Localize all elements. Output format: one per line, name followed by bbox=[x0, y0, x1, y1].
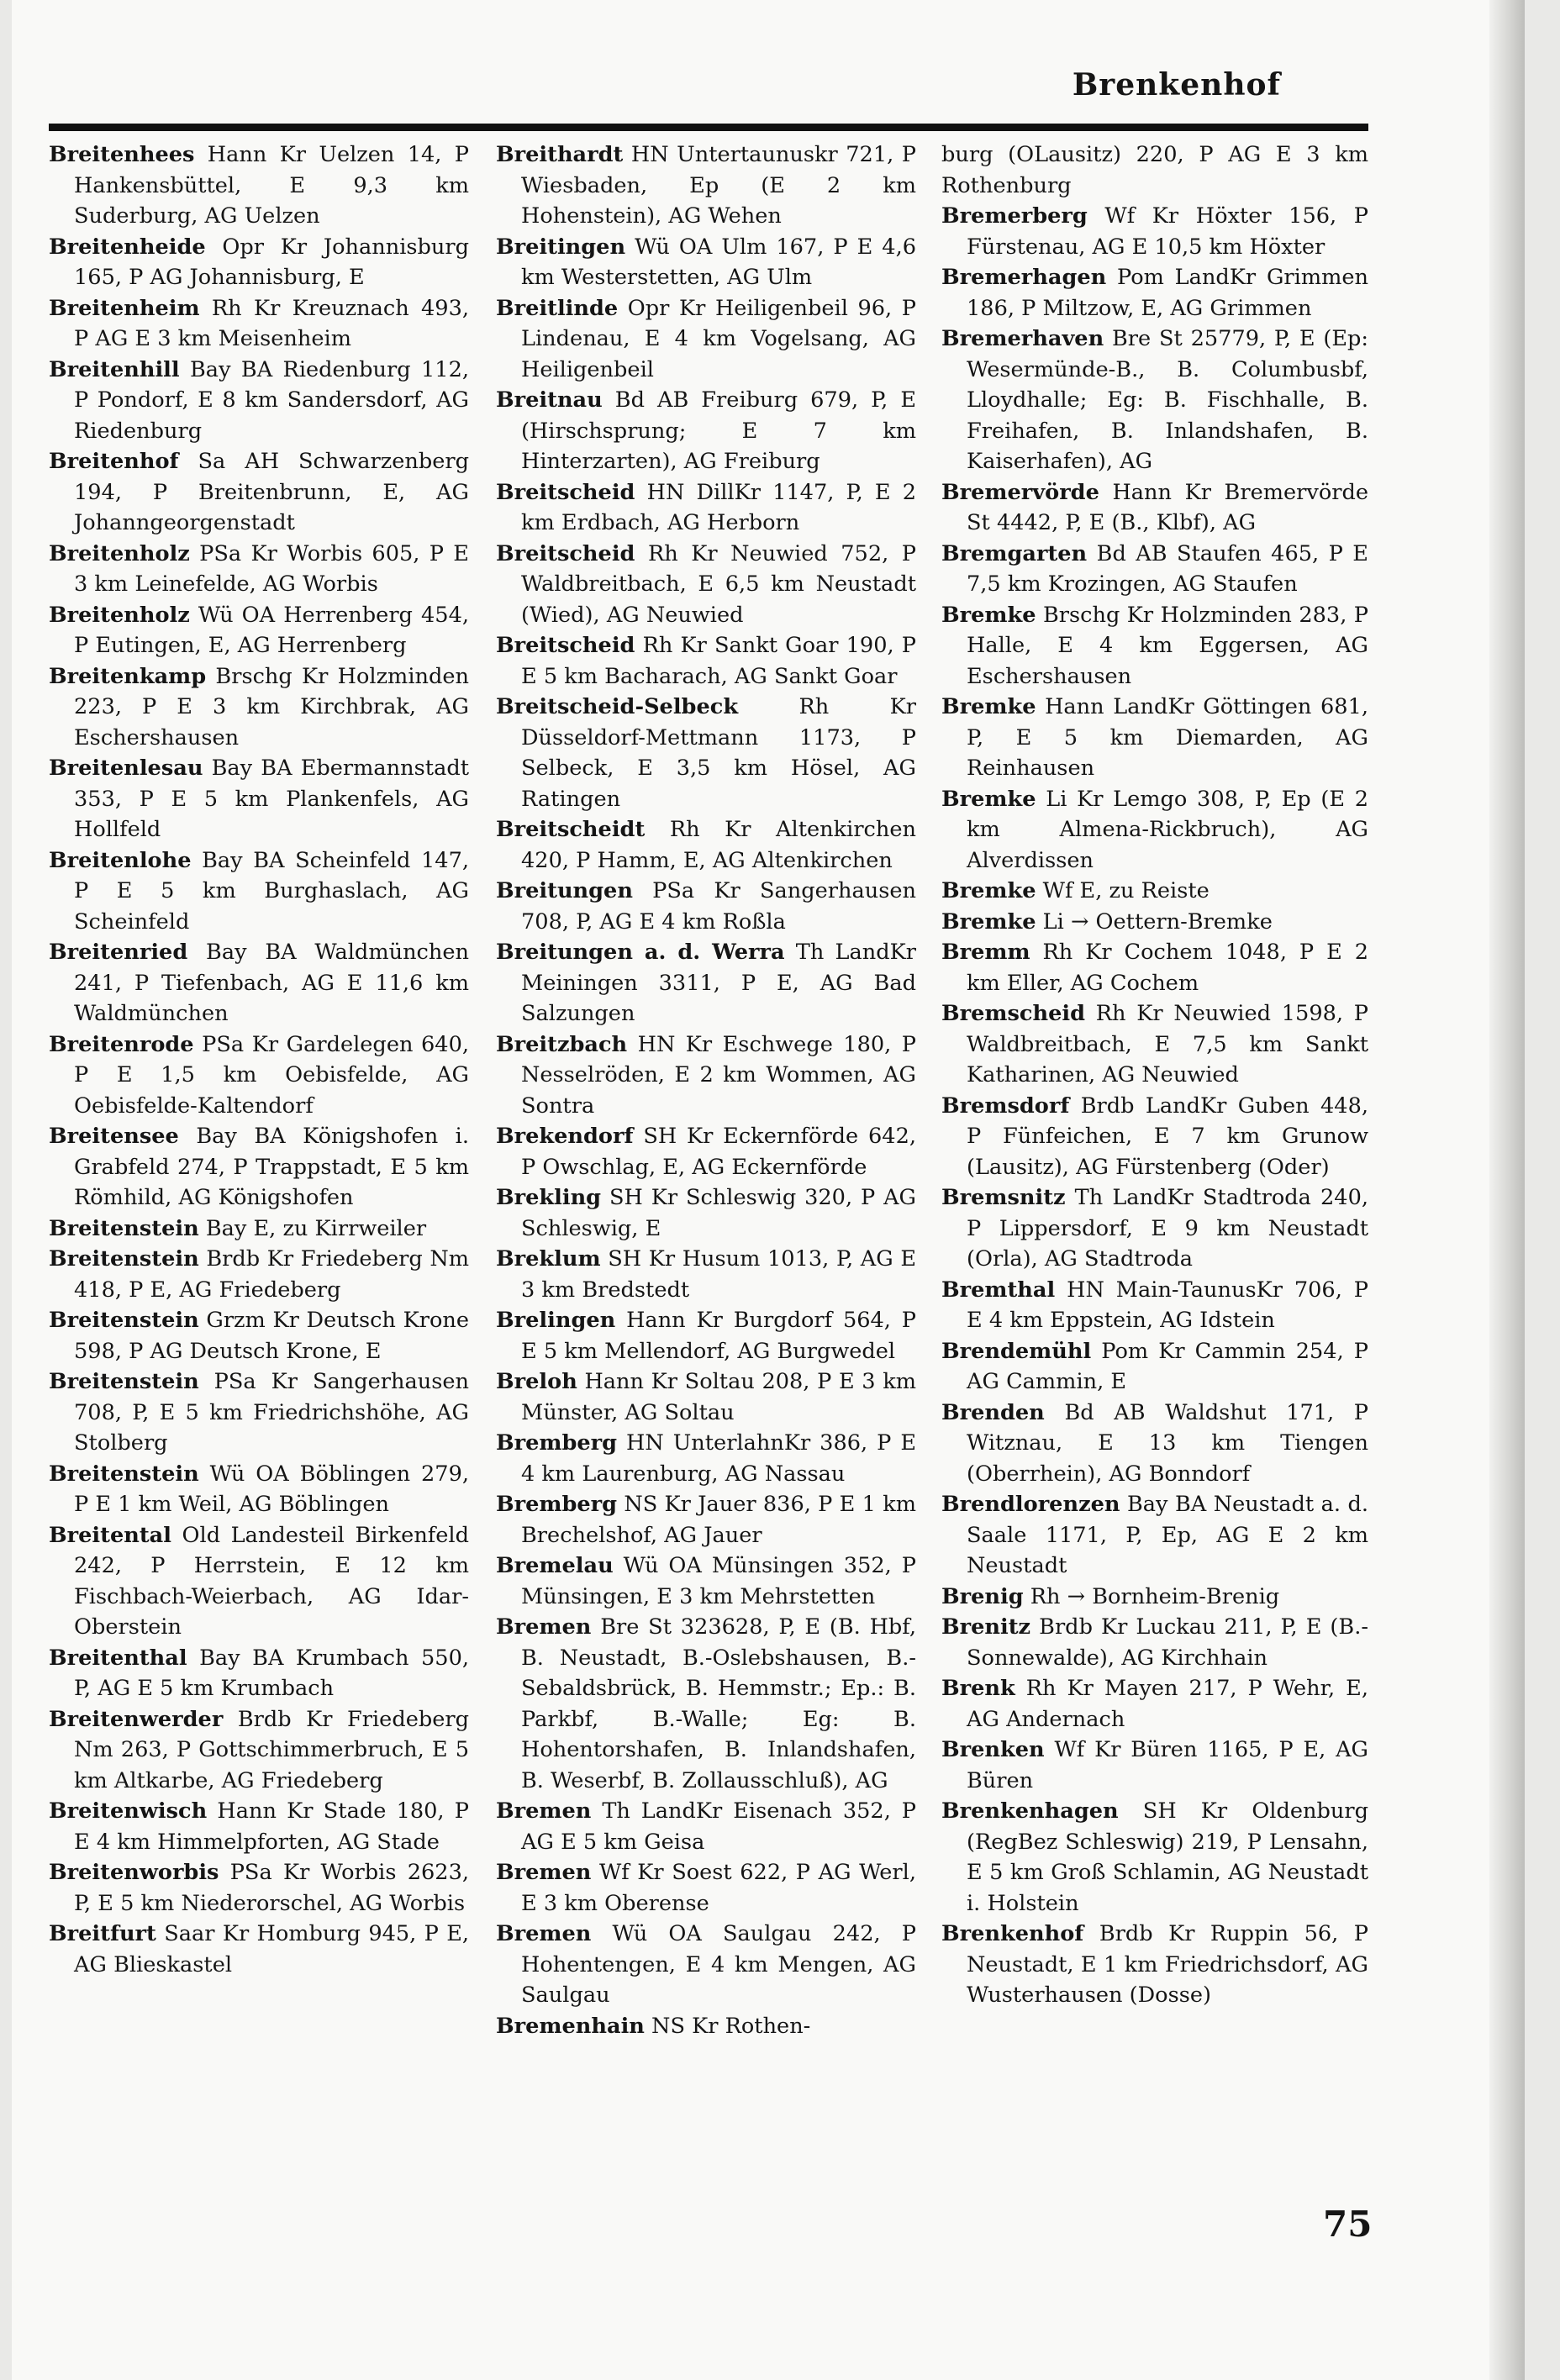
entry-headword: Bremberg bbox=[496, 1492, 618, 1517]
gazetteer-entry bbox=[49, 1704, 469, 1797]
entry-headword: Breitensee bbox=[49, 1124, 179, 1149]
gazetteer-entry bbox=[49, 1366, 469, 1459]
gazetteer-entry bbox=[49, 355, 469, 447]
entry-text: NS Kr Jauer 836, P E 1 km Brechelshof, AG Jauer bbox=[521, 1492, 916, 1548]
gazetteer-entry bbox=[496, 1366, 916, 1428]
entry-text: Brdb Kr Friedeberg Nm 263, P Gottschimmerbruch, E 5 km Altkarbe, AG Friedeberg bbox=[74, 1706, 470, 1793]
gazetteer-entry bbox=[496, 1857, 916, 1919]
gazetteer-entry bbox=[496, 539, 916, 631]
entry-headword: Breitenlohe bbox=[49, 847, 192, 873]
entry-headword: Bremke bbox=[941, 878, 1036, 903]
entry-text: Bd AB Freiburg 679, P, E (Hirschsprung; E 7 km Hinterzarten), AG Freiburg bbox=[521, 387, 917, 474]
gazetteer-entry bbox=[496, 1029, 916, 1122]
entry-text: Rh Kr Düsseldorf-Mettmann 1173, P Selbeck, E 3,5 km Hösel, AG Ratingen bbox=[521, 694, 917, 812]
entry-text: Bay BA Ebermannstadt 353, P E 5 km Plankenfels, AG Hollfeld bbox=[74, 756, 469, 842]
gazetteer-entry bbox=[496, 630, 916, 692]
entry-text: HN Untertaunuskr 721, P Wiesbaden, Ep (E 2 km Hohenstein), AG Wehen bbox=[521, 142, 917, 229]
gazetteer-entry bbox=[941, 1275, 1368, 1336]
entry-text: Opr Kr Heiligenbeil 96, P Lindenau, E 4 km Vogelsang, AG Heiligenbeil bbox=[521, 295, 917, 382]
entry-text: SH Kr Eckernförde 642, P Owschlag, E, AG Eckernförde bbox=[521, 1124, 917, 1180]
gazetteer-entry bbox=[941, 140, 1368, 201]
entry-headword: Breitenholz bbox=[49, 540, 190, 566]
entry-text: Hann Kr Burgdorf 564, P E 5 km Mellendorf, AG Burgwedel bbox=[521, 1308, 917, 1364]
entry-text: Hann Kr Soltau 208, P E 3 km Münster, AG Soltau bbox=[521, 1369, 916, 1425]
entry-headword: Bremelau bbox=[496, 1553, 614, 1578]
entry-headword: Brenitz bbox=[941, 1614, 1031, 1640]
gazetteer-entry bbox=[49, 232, 469, 293]
gazetteer-entry bbox=[496, 1489, 916, 1551]
entry-text: Brdb Kr Luckau 211, P, E (B.-Sonnewalde), AG Kirchhain bbox=[967, 1614, 1368, 1671]
entry-text: PSa Kr Gardelegen 640, P E 1,5 km Oebisfelde, AG Oebisfelde-Kaltendorf bbox=[74, 1031, 469, 1119]
gazetteer-entry bbox=[496, 692, 916, 814]
gazetteer-entry bbox=[496, 1919, 916, 2011]
entry-headword: Brenden bbox=[941, 1399, 1045, 1425]
entry-text: burg (OLausitz) 220, P AG E 3 km Rothenburg bbox=[941, 142, 1368, 198]
gazetteer-entry bbox=[941, 201, 1368, 262]
gazetteer-entry bbox=[496, 293, 916, 386]
entry-headword: Bremerhagen bbox=[941, 265, 1107, 290]
gazetteer-entry bbox=[941, 1182, 1368, 1275]
entry-headword: Breitenstein bbox=[49, 1246, 199, 1272]
running-head: Brenkenhof bbox=[1072, 67, 1281, 103]
gazetteer-entry bbox=[49, 1305, 469, 1366]
entry-headword: Breitzbach bbox=[496, 1031, 628, 1057]
entry-text: Hann Kr Uelzen 14, P Hankensbüttel, E 9,3 km Suderburg, AG Uelzen bbox=[74, 142, 469, 229]
entry-text: SH Kr Husum 1013, P, AG E 3 km Bredstedt bbox=[521, 1246, 917, 1303]
gazetteer-entry bbox=[941, 1673, 1368, 1735]
gazetteer-entry bbox=[496, 1121, 916, 1182]
gazetteer-entry bbox=[49, 753, 469, 845]
gazetteer-entry bbox=[941, 1398, 1368, 1490]
gazetteer-entry bbox=[941, 539, 1368, 600]
entry-text: Bd AB Staufen 465, P E 7,5 km Krozingen, AG Staufen bbox=[967, 540, 1368, 597]
entry-headword: Brendemühl bbox=[941, 1338, 1092, 1364]
gazetteer-entry bbox=[496, 937, 916, 1029]
entry-headword: Breitenworbis bbox=[49, 1860, 219, 1885]
gazetteer-entry bbox=[941, 1489, 1368, 1582]
gazetteer-entry bbox=[49, 1459, 469, 1520]
entry-headword: Breitental bbox=[49, 1522, 171, 1548]
gazetteer-entry bbox=[496, 814, 916, 876]
gazetteer-entry bbox=[941, 1336, 1368, 1398]
entry-headword: Bremsnitz bbox=[941, 1185, 1066, 1210]
entry-headword: Breitenhill bbox=[49, 356, 180, 382]
entry-headword: Bremen bbox=[496, 1860, 592, 1885]
gazetteer-entry bbox=[941, 262, 1368, 324]
entry-text: Rh Kr Cochem 1048, P E 2 km Eller, AG Cochem bbox=[967, 940, 1368, 996]
gazetteer-entry bbox=[49, 845, 469, 938]
entry-headword: Breitenwerder bbox=[49, 1706, 224, 1732]
entry-text: Bay BA Krumbach 550, P, AG E 5 km Krumbach bbox=[74, 1645, 469, 1701]
entry-headword: Breloh bbox=[496, 1369, 577, 1394]
entry-text: PSa Kr Worbis 2623, P, E 5 km Niederorschel, AG Worbis bbox=[74, 1860, 469, 1916]
gazetteer-entry bbox=[49, 1919, 469, 1980]
entry-text: Pom LandKr Grimmen 186, P Miltzow, E, AG Grimmen bbox=[967, 265, 1368, 321]
entry-text: Bay BA Neustadt a. d. Saale 1171, P, Ep, AG E 2 km Neustadt bbox=[967, 1492, 1368, 1578]
entry-text: SH Kr Oldenburg (RegBez Schleswig) 219, P Lensahn, E 5 km Groß Schlamin, AG Neustadt i. Holstein bbox=[967, 1798, 1368, 1916]
entry-text: Rh Kr Neuwied 1598, P Waldbreitbach, E 7,5 km Sankt Katharinen, AG Neuwied bbox=[967, 1001, 1369, 1087]
entry-text: Li Kr Lemgo 308, P, Ep (E 2 km Almena-Rickbruch), AG Alverdissen bbox=[967, 786, 1368, 873]
entry-headword: Breitenwisch bbox=[49, 1798, 208, 1824]
entry-headword: Breitenstein bbox=[49, 1215, 199, 1241]
entry-text: Th LandKr Stadtroda 240, P Lippersdorf, E 9 km Neustadt (Orla), AG Stadtroda bbox=[967, 1185, 1368, 1272]
entry-text: Wf E, zu Reiste bbox=[1042, 878, 1210, 903]
entry-headword: Bremm bbox=[941, 940, 1030, 965]
entry-headword: Breitenlesau bbox=[49, 756, 203, 781]
entry-text: Bre St 323628, P, E (B. Hbf, B. Neustadt, B.-Oslebshausen, B.-Sebaldsbrück, B. Hemmstr.; Ep.: B. Parkbf, B.-Walle; Eg: B. Hohentorshafen, B. Inlandshafen, B. Weserbf, B. Zollausschluß), AG bbox=[521, 1614, 917, 1793]
column-1 bbox=[49, 140, 469, 1980]
entry-headword: Breitscheid bbox=[496, 479, 635, 505]
entry-text: Th LandKr Meiningen 3311, P E, AG Bad Salzungen bbox=[521, 940, 916, 1026]
entry-headword: Bremen bbox=[496, 1921, 592, 1946]
entry-text: Th LandKr Eisenach 352, P AG E 5 km Geisa bbox=[521, 1798, 916, 1855]
entry-headword: Breitscheid-Selbeck bbox=[496, 694, 739, 719]
gazetteer-entry bbox=[49, 1244, 469, 1305]
entry-headword: Breitungen bbox=[496, 878, 633, 903]
entry-text: Wf Kr Büren 1165, P E, AG Büren bbox=[967, 1737, 1369, 1793]
entry-headword: Breklum bbox=[496, 1246, 601, 1272]
entry-text: Wf Kr Höxter 156, P Fürstenau, AG E 10,5 km Höxter bbox=[967, 203, 1368, 260]
entry-text: PSa Kr Worbis 605, P E 3 km Leinefelde, AG Worbis bbox=[74, 540, 469, 597]
entry-text: Old Landesteil Birkenfeld 242, P Herrstein, E 12 km Fischbach-Weierbach, AG Idar-Oberstein bbox=[74, 1522, 469, 1640]
gazetteer-entry bbox=[941, 876, 1368, 907]
gazetteer-entry bbox=[496, 2011, 916, 2042]
entry-text: PSa Kr Sangerhausen 708, P, AG E 4 km Roßla bbox=[521, 878, 916, 935]
entry-headword: Breitenrode bbox=[49, 1031, 194, 1057]
gazetteer-entry bbox=[496, 1551, 916, 1612]
entry-headword: Brelingen bbox=[496, 1308, 616, 1333]
entry-headword: Bremscheid bbox=[941, 1001, 1085, 1026]
gazetteer-entry bbox=[496, 232, 916, 293]
gazetteer-entry bbox=[49, 937, 469, 1029]
entry-text: Bay E, zu Kirrweiler bbox=[205, 1215, 427, 1241]
entry-text: Rh Kr Mayen 217, P Wehr, E, AG Andernach bbox=[967, 1676, 1368, 1732]
entry-headword: Brenk bbox=[941, 1676, 1015, 1701]
entry-headword: Bremen bbox=[496, 1614, 592, 1640]
entry-text: Grzm Kr Deutsch Krone 598, P AG Deutsch Krone, E bbox=[74, 1308, 469, 1364]
entry-text: Sa AH Schwarzenberg 194, P Breitenbrunn, E, AG Johanngeorgenstadt bbox=[74, 449, 469, 535]
entry-text: Rh → Bornheim-Brenig bbox=[1030, 1583, 1280, 1609]
gazetteer-entry bbox=[49, 661, 469, 754]
gazetteer-entry bbox=[496, 477, 916, 539]
gazetteer-entry bbox=[941, 324, 1368, 477]
gazetteer-entry bbox=[49, 1796, 469, 1857]
gazetteer-entry bbox=[496, 1796, 916, 1857]
gazetteer-entry bbox=[941, 477, 1368, 539]
book-page bbox=[12, 0, 1525, 2380]
entry-headword: Breitscheidt bbox=[496, 817, 646, 842]
entry-text: Wü OA Herrenberg 454, P Eutingen, E, AG Herrenberg bbox=[74, 602, 469, 658]
gazetteer-entry bbox=[49, 1029, 469, 1122]
gazetteer-entry bbox=[941, 1091, 1368, 1183]
entry-headword: Brendlorenzen bbox=[941, 1492, 1120, 1517]
column-2 bbox=[496, 140, 916, 2041]
gazetteer-entry bbox=[49, 1857, 469, 1919]
entry-text: Bre St 25779, P, E (Ep: Wesermünde-B., B. Columbusbf, Lloydhalle; Eg: B. Fischhalle, B. Freihafen, B. Inlandshafen, B. Kaiserhafen), AG bbox=[967, 326, 1369, 474]
gazetteer-entry bbox=[49, 140, 469, 232]
page-number: 75 bbox=[1323, 2204, 1373, 2245]
entry-text: Brdb LandKr Guben 448, P Fünfeichen, E 7 km Grunow (Lausitz), AG Fürstenberg (Oder) bbox=[967, 1093, 1368, 1180]
entry-text: Wü OA Saulgau 242, P Hohentengen, E 4 km Mengen, AG Saulgau bbox=[521, 1921, 916, 2008]
entry-headword: Breitscheid bbox=[496, 633, 635, 658]
gazetteer-entry bbox=[49, 1643, 469, 1704]
gazetteer-entry bbox=[49, 539, 469, 600]
gazetteer-entry bbox=[496, 140, 916, 232]
entry-text: Bay BA Waldmünchen 241, P Tiefenbach, AG E 11,6 km Waldmünchen bbox=[74, 940, 470, 1026]
entry-text: Bd AB Waldshut 171, P Witznau, E 13 km Tiengen (Oberrhein), AG Bonndorf bbox=[967, 1399, 1369, 1487]
gazetteer-entry bbox=[941, 907, 1368, 938]
entry-text: HN Main-TaunusKr 706, P E 4 km Eppstein, AG Idstein bbox=[967, 1277, 1369, 1333]
gazetteer-entry bbox=[49, 293, 469, 355]
entry-text: Bay BA Scheinfeld 147, P E 5 km Burghaslach, AG Scheinfeld bbox=[74, 847, 469, 935]
entry-headword: Brekling bbox=[496, 1185, 602, 1210]
entry-headword: Bremen bbox=[496, 1798, 592, 1824]
entry-headword: Breitenried bbox=[49, 940, 188, 965]
gazetteer-entry bbox=[941, 1582, 1368, 1613]
header-rule bbox=[49, 124, 1368, 131]
entry-text: PSa Kr Sangerhausen 708, P, E 5 km Friedrichshöhe, AG Stolberg bbox=[74, 1369, 470, 1456]
entry-headword: Breitingen bbox=[496, 234, 626, 260]
gazetteer-entry bbox=[941, 937, 1368, 998]
gazetteer-entry bbox=[941, 1735, 1368, 1796]
entry-headword: Breitlinde bbox=[496, 295, 619, 321]
entry-headword: Breitenheide bbox=[49, 234, 206, 260]
entry-text: Brschg Kr Holzminden 283, P Halle, E 4 km Eggersen, AG Eschershausen bbox=[967, 602, 1368, 689]
gazetteer-entry bbox=[49, 446, 469, 539]
entry-headword: Breitenhof bbox=[49, 449, 179, 474]
entry-headword: Breitenthal bbox=[49, 1645, 187, 1671]
entry-text: Saar Kr Homburg 945, P E, AG Blieskastel bbox=[74, 1921, 470, 1977]
entry-text: Wü OA Ulm 167, P E 4,6 km Westerstetten, AG Ulm bbox=[521, 234, 916, 290]
entry-text: Bay BA Riedenburg 112, P Pondorf, E 8 km Sandersdorf, AG Riedenburg bbox=[74, 356, 470, 444]
entry-text: Rh Kr Sankt Goar 190, P E 5 km Bacharach, AG Sankt Goar bbox=[521, 633, 916, 689]
entry-headword: Bremthal bbox=[941, 1277, 1056, 1303]
gazetteer-entry bbox=[496, 1428, 916, 1489]
entry-headword: Breitenholz bbox=[49, 602, 190, 628]
entry-headword: Breitenstein bbox=[49, 1308, 199, 1333]
entry-headword: Breitenkamp bbox=[49, 663, 207, 689]
entry-text: Hann Kr Bremervörde St 4442, P, E (B., Klbf), AG bbox=[967, 479, 1368, 535]
gazetteer-entry bbox=[941, 1919, 1368, 2011]
entry-headword: Bremberg bbox=[496, 1430, 618, 1456]
gazetteer-entry bbox=[496, 1612, 916, 1796]
entry-text: Hann Kr Stade 180, P E 4 km Himmelpforten, AG Stade bbox=[74, 1798, 469, 1855]
entry-text: Hann LandKr Göttingen 681, P, E 5 km Diemarden, AG Reinhausen bbox=[967, 694, 1368, 781]
entry-headword: Brenkenhagen bbox=[941, 1798, 1119, 1824]
gazetteer-entry bbox=[941, 998, 1368, 1091]
gazetteer-entry bbox=[941, 784, 1368, 877]
entry-headword: Bremerhaven bbox=[941, 326, 1104, 351]
entry-headword: Bremke bbox=[941, 786, 1036, 812]
entry-headword: Breitenstein bbox=[49, 1461, 199, 1487]
entry-text: HN DillKr 1147, P, E 2 km Erdbach, AG Herborn bbox=[521, 479, 916, 535]
entry-headword: Breitenhees bbox=[49, 142, 195, 167]
entry-headword: Breitscheid bbox=[496, 540, 635, 566]
entry-text: Pom Kr Cammin 254, P AG Cammin, E bbox=[967, 1338, 1368, 1394]
gazetteer-entry bbox=[49, 1214, 469, 1245]
gazetteer-entry bbox=[496, 1305, 916, 1366]
gazetteer-entry bbox=[496, 1244, 916, 1305]
entry-headword: Brenig bbox=[941, 1583, 1024, 1609]
entry-text: HN UnterlahnKr 386, P E 4 km Laurenburg, AG Nassau bbox=[521, 1430, 916, 1487]
entry-text: Li → Oettern-Bremke bbox=[1042, 908, 1273, 935]
entry-text: Bay BA Königshofen i. Grabfeld 274, P Trappstadt, E 5 km Römhild, AG Königshofen bbox=[74, 1124, 469, 1210]
entry-headword: Breitfurt bbox=[49, 1921, 156, 1946]
entry-headword: Breitnau bbox=[496, 387, 603, 413]
entry-text: Brdb Kr Ruppin 56, P Neustadt, E 1 km Friedrichsdorf, AG Wusterhausen (Dosse) bbox=[967, 1921, 1368, 2008]
entry-headword: Bremsdorf bbox=[941, 1093, 1070, 1119]
gazetteer-entry bbox=[941, 1612, 1368, 1673]
gazetteer-entry bbox=[941, 1796, 1368, 1919]
entry-text: Brschg Kr Holzminden 223, P E 3 km Kirchbrak, AG Eschershausen bbox=[74, 663, 469, 750]
entry-text: Wü OA Münsingen 352, P Münsingen, E 3 km Mehrstetten bbox=[521, 1553, 916, 1609]
entry-headword: Brenkenhof bbox=[941, 1921, 1084, 1946]
entry-headword: Bremke bbox=[941, 602, 1036, 628]
gazetteer-entry bbox=[496, 876, 916, 937]
entry-headword: Bremke bbox=[941, 908, 1036, 935]
entry-headword: Brenken bbox=[941, 1737, 1045, 1762]
gazetteer-entry bbox=[49, 600, 469, 661]
entry-text: Opr Kr Johannisburg 165, P AG Johannisburg, E bbox=[74, 234, 469, 290]
entry-text: Brdb Kr Friedeberg Nm 418, P E, AG Friedeberg bbox=[74, 1246, 469, 1303]
gazetteer-entry bbox=[496, 385, 916, 477]
gazetteer-entry bbox=[941, 600, 1368, 692]
entry-text: HN Kr Eschwege 180, P Nesselröden, E 2 km Wommen, AG Sontra bbox=[521, 1031, 916, 1119]
entry-headword: Breithardt bbox=[496, 142, 624, 167]
entry-headword: Bremenhain bbox=[496, 2013, 645, 2039]
entry-headword: Bremervörde bbox=[941, 479, 1099, 505]
entry-text: Rh Kr Neuwied 752, P Waldbreitbach, E 6,5 km Neustadt (Wied), AG Neuwied bbox=[521, 540, 916, 628]
entry-headword: Brekendorf bbox=[496, 1124, 634, 1149]
entry-text: Rh Kr Kreuznach 493, P AG E 3 km Meisenheim bbox=[74, 295, 470, 351]
entry-headword: Bremke bbox=[941, 694, 1036, 719]
entry-text: Wf Kr Soest 622, P AG Werl, E 3 km Oberense bbox=[521, 1860, 916, 1916]
entry-text: Wü OA Böblingen 279, P E 1 km Weil, AG Böblingen bbox=[74, 1461, 470, 1517]
entry-text: NS Kr Rothen- bbox=[651, 2013, 811, 2039]
entry-text: Rh Kr Altenkirchen 420, P Hamm, E, AG Altenkirchen bbox=[521, 817, 917, 873]
entry-headword: Breitenheim bbox=[49, 295, 200, 321]
column-3 bbox=[941, 140, 1368, 2011]
entry-headword: Bremerberg bbox=[941, 203, 1088, 229]
entry-headword: Breitenstein bbox=[49, 1369, 199, 1394]
entry-headword: Breitungen a. d. Werra bbox=[496, 940, 785, 965]
gazetteer-entry bbox=[49, 1121, 469, 1214]
page-edge-shadow bbox=[1489, 0, 1525, 2380]
entry-headword: Bremgarten bbox=[941, 540, 1088, 566]
gazetteer-entry bbox=[496, 1182, 916, 1244]
entry-text: SH Kr Schleswig 320, P AG Schleswig, E bbox=[521, 1185, 916, 1241]
gazetteer-entry bbox=[941, 692, 1368, 784]
gazetteer-entry bbox=[49, 1520, 469, 1643]
